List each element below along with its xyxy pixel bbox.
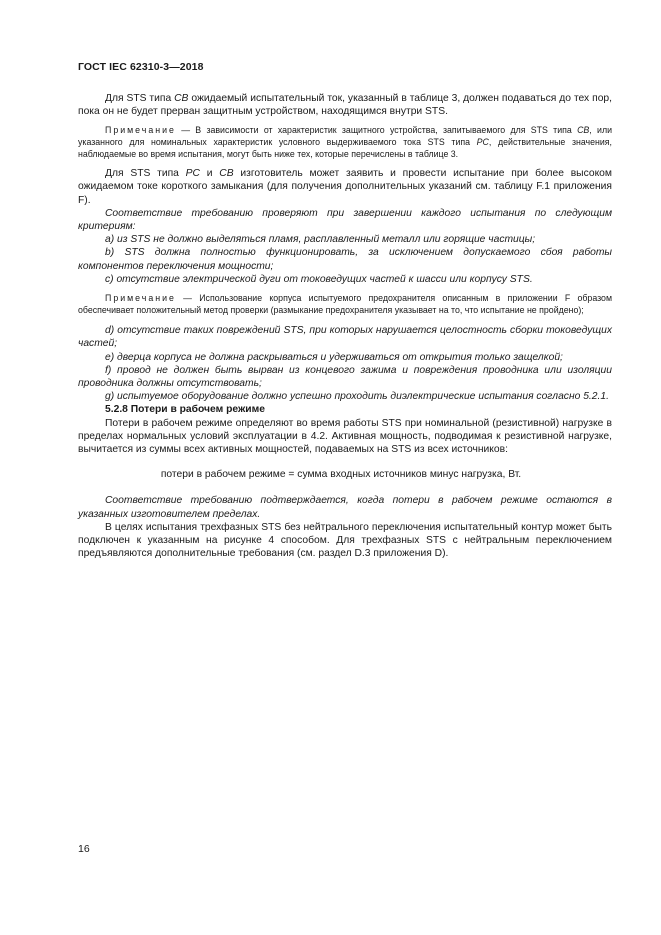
compliance-intro: Соответствие требованию проверяют при завершении каждого испытания по следующим критериям: xyxy=(78,207,612,232)
criterion-g: g) испытуемое оборудование должно успешно проходить диэлектрические испытания согласно 5.2.1. xyxy=(105,391,609,403)
paragraph-three-phase-test: В целях испытания трехфазных STS без нейтрального переключения испытательный контур может быть подключен к указанным на рисунке 4 способом. Для трехфазных STS с нейтральным переключением предъявляются дополнительные требования (см. раздел D.3 приложения D). xyxy=(78,521,612,560)
paragraph-cb-test-current: Для STS типа CB ожидаемый испытательный ток, указанный в таблице 3, должен подаваться до тех пор, пока он не будет прерван защитным устройством, находящимся внутри STS. xyxy=(78,93,613,118)
criterion-f: f) провод не должен быть вырван из концевого зажима и повреждения проводника или изоляции проводника должны отсутствовать; xyxy=(78,364,612,390)
page-header-standard-code: ГОСТ IEC 62310-3—2018 xyxy=(78,61,204,73)
formula-operating-losses: потери в рабочем режиме = сумма входных источников минус нагрузка, Вт. xyxy=(160,469,522,481)
page-content xyxy=(78,92,612,560)
note-label: Примечание xyxy=(105,125,176,136)
note-label: Примечание xyxy=(105,293,176,304)
paragraph-higher-current-test: Для STS типа PC и CB изготовитель может заявить и провести испытание при более высоком ожидаемом токе короткого замыкания (для получения дополнительных указаний см. таблицу F.1 приложения F). xyxy=(78,168,612,206)
page-number: 16 xyxy=(78,843,90,855)
criterion-e: e) дверца корпуса не должна раскрываться и удерживаться от открытия только защелкой; xyxy=(105,351,563,363)
criterion-b: b) STS должна полностью функционировать, за исключением допускаемого сбоя работы компонентов переключения мощности; xyxy=(78,247,612,272)
paragraph-compliance-losses: Соответствие требованию подтверждается, когда потери в рабочем режиме остаются в указанных изготовителем пределах. xyxy=(78,495,612,520)
paragraph-operating-losses: Потери в рабочем режиме определяют во время работы STS при номинальной (резистивной) нагрузке в пределах нормальных условий эксплуатации в 4.2. Активная мощность, подводимая к резистивной нагрузке, вычитается из суммы всех активных мощностей, подаваемых на STS из всех источников: xyxy=(78,417,612,456)
criterion-c: c) отсутствие электрической дуги от токоведущих частей к шасси или корпусу STS. xyxy=(105,273,533,285)
section-heading-5-2-8: 5.2.8 Потери в рабочем режиме xyxy=(105,404,265,416)
criterion-a: a) из STS не должно выделяться пламя, расплавленный металл или горящие частицы; xyxy=(105,234,536,246)
note-protective-device: Примечание — В зависимости от характеристик защитного устройства, запитываемого для STS типа CB, или указанного для номинальных характеристик условного выдерживаемого тока STS типа PC, действительные значения, наблюдаемые во время испытания, могут быть ниже тех, которые перечислены в таблице 3. xyxy=(78,125,612,159)
criterion-d: d) отсутствие таких повреждений STS, при которых нарушается целостность сборки токоведущих частей; xyxy=(78,325,612,350)
note-fuse-enclosure: Примечание — Использование корпуса испытуемого предохранителя описанным в приложении F образом обеспечивает положительный метод проверки (размыкание предохранителя указывает на то, что испытание не пройдено); xyxy=(78,293,612,315)
